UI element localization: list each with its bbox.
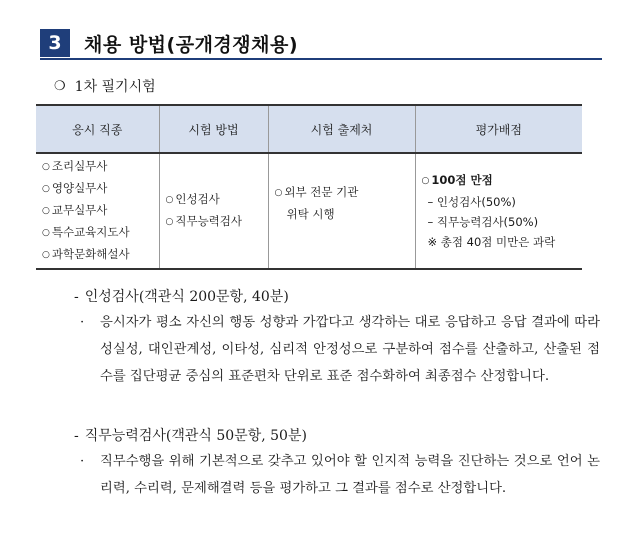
cell-points [415,153,582,269]
list-item: 위탁 시행 [286,207,335,221]
small-circle-icon: ○ [165,217,174,227]
small-circle-icon: ○ [42,184,50,194]
points-line: – 인성검사(50%) [427,195,516,209]
dot-bullet-icon: · [80,454,85,469]
dot-bullet-icon: · [80,315,85,330]
column-header-points: 평가배점 [415,105,582,153]
list-item: ○ 인성검사 [165,192,220,206]
table-header-row [36,105,582,153]
small-circle-icon: ○ [42,206,50,216]
column-header-issuer: 시험 출제처 [268,105,415,153]
small-circle-icon: ○ [274,188,283,198]
header-underline [40,58,602,60]
list-item: ○ 직무능력검사 [165,214,243,228]
list-item: ○ 과학문화해설사 [42,247,130,261]
small-circle-icon: ○ [165,195,174,205]
points-heading: ○ 100점 만점 [421,173,493,187]
subheading-text: 1차 필기시험 [74,79,156,95]
exam-table [36,104,582,270]
cell-issuer [268,153,415,269]
cell-methods [159,153,268,269]
section-personality-body: · 응시자가 평소 자신의 행동 성향과 가깝다고 생각하는 대로 응답하고 응답 결과에 따라 성실성, 대인관계성, 이타성, 심리적 안정성으로 구분하여 점수를 산출하고, 산출된 점수를 집단평균 중심의 표준편차 단위로 표준 점수화하여 최종점수 산정합니다. [80,309,600,390]
section-header [40,27,602,60]
list-item: ○ 교무실무사 [42,203,108,217]
section-title: 채용 방법(공개경쟁채용) [84,34,299,56]
points-line: – 직무능력검사(50%) [427,215,539,229]
section-ability-body: · 직무수행을 위해 기본적으로 갖추고 있어야 할 인지적 능력을 진단하는 것으로 언어 논리력, 수리력, 문제해결력 등을 평가하고 그 결과를 점수로 산정합니다. [80,448,600,502]
circle-bullet-icon: ❍ [54,78,66,94]
section-ability-title: - 직무능력검사(객관식 50문항, 50분) [74,428,307,444]
points-note: ※ 총점 40점 미만은 과락 [427,235,556,249]
list-item: ○ 특수교육지도사 [42,225,130,239]
subheading [54,76,156,96]
column-header-method: 시험 방법 [159,105,268,153]
cell-jobs [36,153,159,269]
list-item: ○ 영양실무사 [42,181,108,195]
small-circle-icon: ○ [42,228,50,238]
small-circle-icon: ○ [42,250,50,260]
section-number-badge: 3 [40,29,70,57]
column-header-job: 응시 직종 [36,105,159,153]
list-item: ○ 조리실무사 [42,159,108,173]
section-personality-title: - 인성검사(객관식 200문항, 40분) [74,289,289,305]
list-item: ○ 외부 전문 기관 [274,185,359,199]
small-circle-icon: ○ [42,162,50,172]
table-row [36,153,582,269]
small-circle-icon: ○ [421,176,430,186]
